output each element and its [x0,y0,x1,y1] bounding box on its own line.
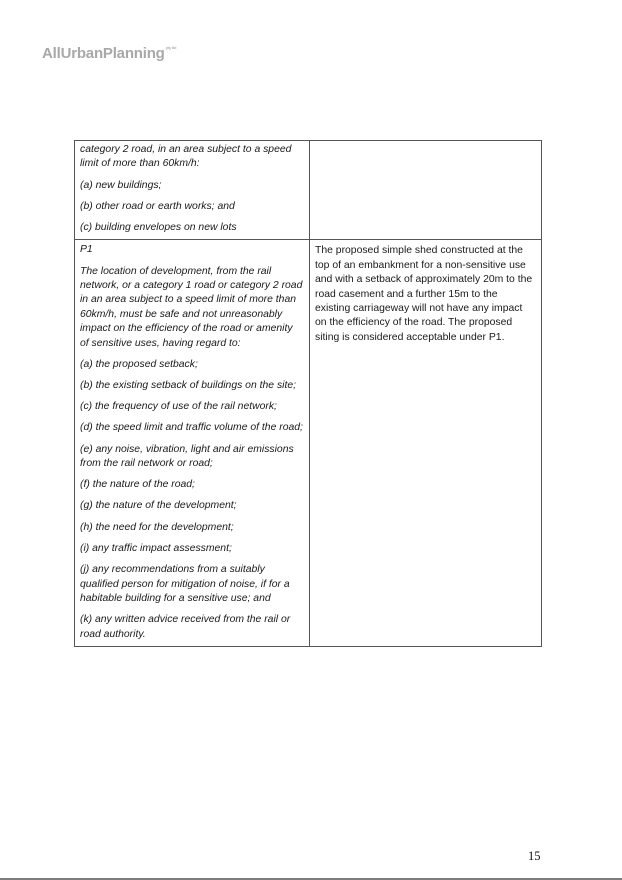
requirement-paragraph: (g) the nature of the development; [80,500,237,512]
requirement-paragraph: (k) any written advice received from the rail or road authority. [80,614,291,640]
requirement-paragraph: (b) other road or earth works; and [80,200,235,212]
logo-text: AllUrbanPlanning [42,45,165,62]
requirement-paragraph: (a) the proposed setback; [80,358,198,370]
requirement-paragraph: (e) any noise, vibration, light and air emissions from the rail network or road; [80,443,294,470]
comment-cell: The proposed simple shed constructed at the top of an embankment for a non-sensitive use and with a setback of approximately 20m to the road casement and a further 15m to the existing carriageway will not have any impact on the efficiency of the road. The proposed siting is considered acceptable under P1. [310,240,542,647]
requirement-paragraph: (d) the speed limit and traffic volume of the road; [80,422,303,434]
requirement-paragraph: The location of development, from the rail network, or a category 1 road or category 2 road in an area subject to a speed limit of more than 60km/h, must be safe and not unreasonably impact on the efficiency of the road or amenity of sensitive uses, having regard to: [80,265,303,349]
assessment-table [74,140,542,647]
requirement-paragraph: category 2 road, in an area subject to a speed limit of more than 60km/h: [80,144,292,170]
logo-superscript: pty ltd [165,45,177,50]
table-row [75,141,542,240]
table-row [75,240,542,647]
company-logo [42,45,176,62]
requirement-paragraph: (i) any traffic impact assessment; [80,542,232,554]
comment-cell [310,141,542,240]
requirement-paragraph: (h) the need for the development; [80,521,234,533]
requirement-paragraph: (c) building envelopes on new lots [80,222,237,234]
requirement-cell [75,240,310,647]
requirement-cell [75,141,310,240]
requirement-paragraph: (a) new buildings; [80,179,162,191]
requirement-paragraph: (f) the nature of the road; [80,479,195,491]
requirement-paragraph: (b) the existing setback of buildings on the site; [80,380,297,392]
performance-criterion-label: P1 [80,244,93,256]
requirement-paragraph: (c) the frequency of use of the rail network; [80,401,277,413]
page-number: 15 [528,849,541,863]
requirement-paragraph: (j) any recommendations from a suitably qualified person for mitigation of noise, if for a habitable building for a sensitive use; and [80,564,290,604]
